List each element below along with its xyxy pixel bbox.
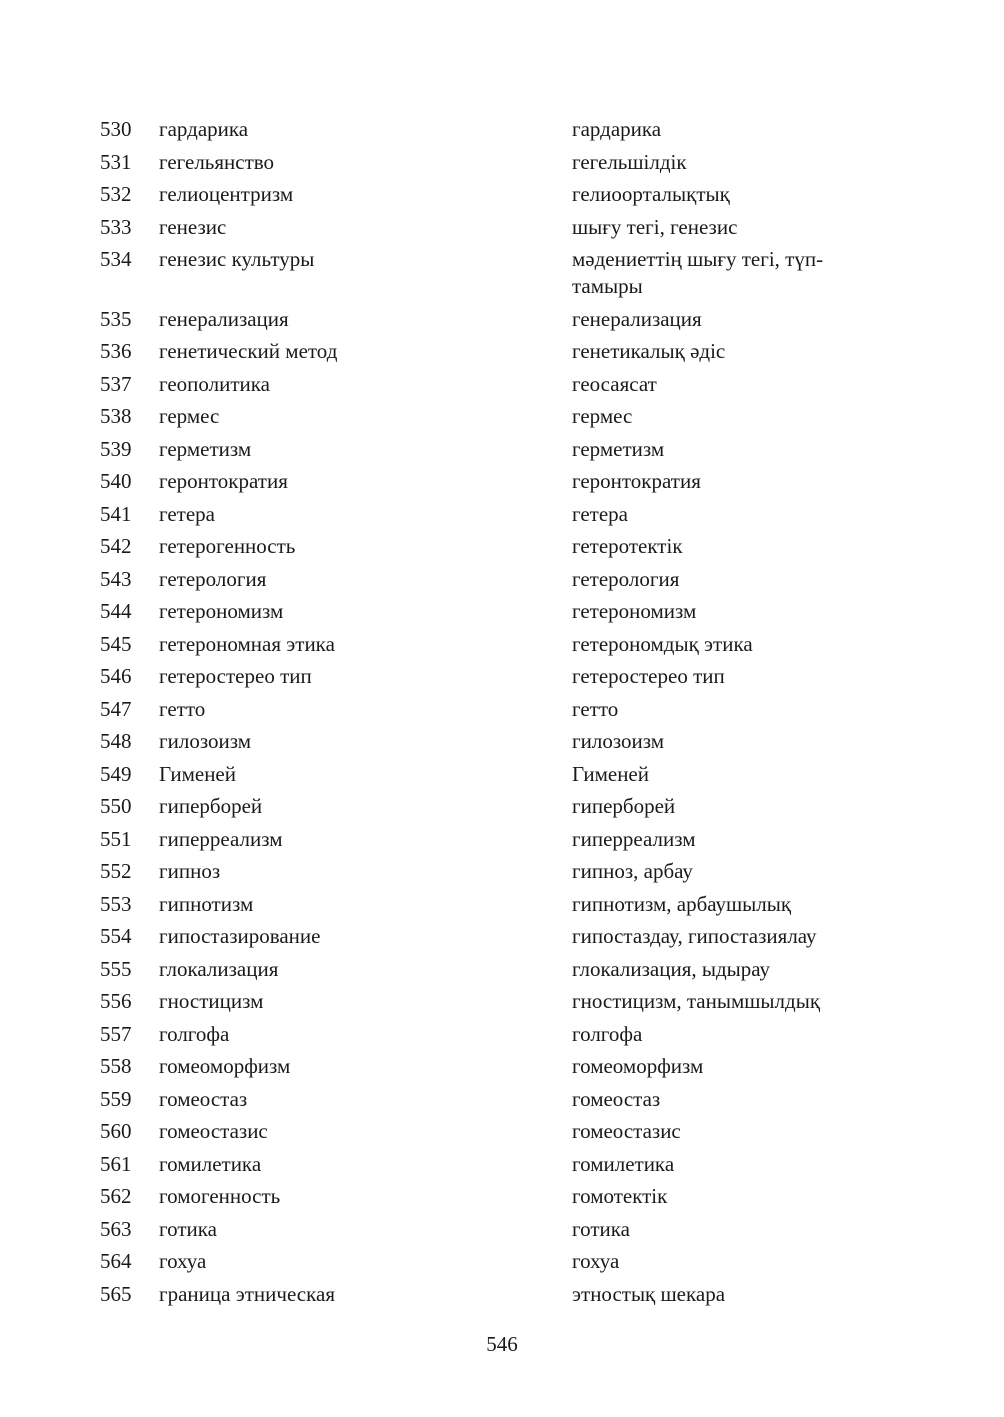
glossary-row — [100, 181, 920, 208]
glossary-row — [100, 826, 920, 853]
entry-number: 531 — [100, 149, 132, 174]
glossary-row — [100, 891, 920, 918]
russian-term: готика — [159, 1216, 217, 1241]
entry-number: 546 — [100, 664, 132, 688]
entry-number: 543 — [100, 566, 132, 591]
kazakh-term: герметизм — [572, 436, 665, 461]
kazakh-term: гетто — [572, 696, 619, 721]
entry-number: 544 — [100, 599, 132, 623]
entry-number: 537 — [100, 371, 132, 396]
entry-number: 536 — [100, 339, 132, 363]
glossary-row — [100, 566, 920, 593]
glossary-row — [100, 306, 920, 333]
kazakh-term: гелиоорталықтық — [572, 182, 730, 206]
entry-number: 552 — [100, 859, 132, 883]
glossary-row — [100, 149, 920, 176]
russian-term: гипостазирование — [159, 924, 321, 948]
entry-number: 559 — [100, 1086, 132, 1111]
kazakh-term: голгофа — [572, 1021, 643, 1046]
russian-term: гетеростерео тип — [159, 664, 312, 688]
glossary-row — [100, 1118, 920, 1145]
entry-number: 561 — [100, 1151, 132, 1176]
entry-number: 557 — [100, 1021, 132, 1046]
entry-number: 548 — [100, 729, 132, 753]
entry-number: 545 — [100, 631, 132, 656]
russian-term: гиперреализм — [159, 826, 283, 851]
russian-term: геополитика — [159, 371, 270, 396]
russian-term: гомилетика — [159, 1151, 262, 1176]
russian-term: гомеоморфизм — [159, 1054, 291, 1078]
glossary-row — [100, 1281, 920, 1308]
glossary-row — [100, 1086, 920, 1113]
kazakh-term: генерализация — [572, 306, 702, 331]
kazakh-term: этностық шекара — [572, 1281, 726, 1306]
glossary-row — [100, 501, 920, 528]
entry-number: 563 — [100, 1216, 132, 1241]
russian-term: генезис — [159, 214, 227, 239]
russian-term: гетерономизм — [159, 599, 284, 623]
kazakh-term: гомеоморфизм — [572, 1054, 704, 1078]
glossary-row — [100, 1183, 920, 1210]
glossary-row — [100, 663, 920, 690]
glossary-row — [100, 761, 920, 788]
glossary-list — [100, 116, 920, 1313]
entry-number: 549 — [100, 761, 132, 786]
entry-number: 565 — [100, 1281, 132, 1306]
russian-term: гиперборей — [159, 794, 263, 818]
glossary-row — [100, 468, 920, 495]
russian-term: Гименей — [159, 761, 236, 786]
kazakh-term: шығу тегі, генезис — [572, 214, 738, 239]
kazakh-term: гардарика — [572, 117, 662, 141]
entry-number: 533 — [100, 214, 132, 239]
glossary-row — [100, 988, 920, 1015]
kazakh-term: гомеостазис — [572, 1119, 681, 1143]
glossary-row — [100, 116, 920, 143]
kazakh-term: гетерология — [572, 566, 680, 591]
kazakh-term: гомилетика — [572, 1151, 675, 1176]
glossary-row — [100, 403, 920, 430]
kazakh-term: гетера — [572, 501, 628, 526]
glossary-row — [100, 371, 920, 398]
entry-number: 558 — [100, 1054, 132, 1078]
kazakh-term: гегельшілдік — [572, 149, 687, 174]
entry-number: 535 — [100, 306, 132, 331]
kazakh-term: гилозоизм — [572, 729, 665, 753]
kazakh-term: гомеостаз — [572, 1086, 661, 1111]
russian-term: гетерономная этика — [159, 631, 335, 656]
russian-term: герметизм — [159, 436, 252, 461]
russian-term: глокализация — [159, 956, 279, 981]
kazakh-term: гипноз, арбау — [572, 859, 693, 883]
kazakh-term: готика — [572, 1216, 630, 1241]
kazakh-term: геосаясат — [572, 371, 657, 396]
entry-number: 554 — [100, 924, 132, 948]
entry-number: 538 — [100, 404, 132, 428]
kazakh-term: гипостаздау, гипостазиялау — [572, 924, 817, 948]
russian-term: гипноз — [159, 859, 221, 883]
glossary-row — [100, 1053, 920, 1080]
kazakh-term: гермес — [572, 404, 633, 428]
kazakh-term: гиперборей — [572, 794, 676, 818]
russian-term: гипнотизм — [159, 891, 254, 916]
glossary-row — [100, 696, 920, 723]
russian-term: гомеостаз — [159, 1086, 248, 1111]
entry-number: 555 — [100, 956, 132, 981]
kazakh-term: генетикалық әдіс — [572, 339, 726, 363]
entry-number: 556 — [100, 989, 132, 1013]
entry-number: 564 — [100, 1249, 132, 1273]
russian-term: гетто — [159, 696, 206, 721]
glossary-row — [100, 533, 920, 560]
kazakh-term: гипнотизм, арбаушылық — [572, 891, 792, 916]
entry-number: 540 — [100, 469, 132, 493]
entry-number: 542 — [100, 534, 132, 558]
kazakh-term: гетерономдық этика — [572, 631, 753, 656]
entry-number: 551 — [100, 826, 132, 851]
kazakh-term: мәдениеттің шығу тегі, түп-тамыры — [572, 247, 824, 298]
glossary-row — [100, 214, 920, 241]
russian-term: гегельянство — [159, 149, 275, 174]
russian-term: гохуа — [159, 1249, 207, 1273]
glossary-row — [100, 246, 920, 300]
russian-term: гетерология — [159, 566, 267, 591]
kazakh-term: геронтократия — [572, 469, 701, 493]
glossary-row — [100, 436, 920, 463]
russian-term: гомеостазис — [159, 1119, 268, 1143]
glossary-row — [100, 793, 920, 820]
glossary-row — [100, 923, 920, 950]
entry-number: 550 — [100, 794, 132, 818]
page-number: 546 — [486, 1332, 518, 1356]
glossary-row — [100, 728, 920, 755]
entry-number: 547 — [100, 696, 132, 721]
entry-number: 541 — [100, 501, 132, 526]
glossary-row — [100, 1248, 920, 1275]
entry-number: 553 — [100, 891, 132, 916]
kazakh-term: гиперреализм — [572, 826, 696, 851]
russian-term: геронтократия — [159, 469, 288, 493]
russian-term: гелиоцентризм — [159, 182, 294, 206]
russian-term: гетерогенность — [159, 534, 296, 558]
russian-term: гилозоизм — [159, 729, 252, 753]
russian-term: генезис культуры — [159, 247, 315, 271]
russian-term: граница этническая — [159, 1281, 335, 1306]
kazakh-term: гетерономизм — [572, 599, 697, 623]
kazakh-term: глокализация, ыдырау — [572, 956, 771, 981]
entry-number: 530 — [100, 117, 132, 141]
russian-term: гардарика — [159, 117, 249, 141]
russian-term: гомогенность — [159, 1184, 281, 1208]
glossary-row — [100, 338, 920, 365]
entry-number: 539 — [100, 436, 132, 461]
russian-term: голгофа — [159, 1021, 230, 1046]
kazakh-term: гностицизм, танымшылдық — [572, 989, 821, 1013]
russian-term: гностицизм — [159, 989, 264, 1013]
russian-term: гермес — [159, 404, 220, 428]
kazakh-term: гетеростерео тип — [572, 664, 725, 688]
russian-term: гетера — [159, 501, 215, 526]
kazakh-term: гетеротектік — [572, 534, 683, 558]
glossary-row — [100, 1021, 920, 1048]
entry-number: 560 — [100, 1119, 132, 1143]
glossary-row — [100, 598, 920, 625]
glossary-row — [100, 858, 920, 885]
glossary-row — [100, 1151, 920, 1178]
entry-number: 534 — [100, 247, 132, 271]
russian-term: генетический метод — [159, 339, 338, 363]
entry-number: 532 — [100, 182, 132, 206]
kazakh-term: гохуа — [572, 1249, 620, 1273]
glossary-row — [100, 956, 920, 983]
glossary-row — [100, 631, 920, 658]
kazakh-term: гомотектік — [572, 1184, 668, 1208]
kazakh-term: Гименей — [572, 761, 649, 786]
russian-term: генерализация — [159, 306, 289, 331]
entry-number: 562 — [100, 1184, 132, 1208]
glossary-row — [100, 1216, 920, 1243]
